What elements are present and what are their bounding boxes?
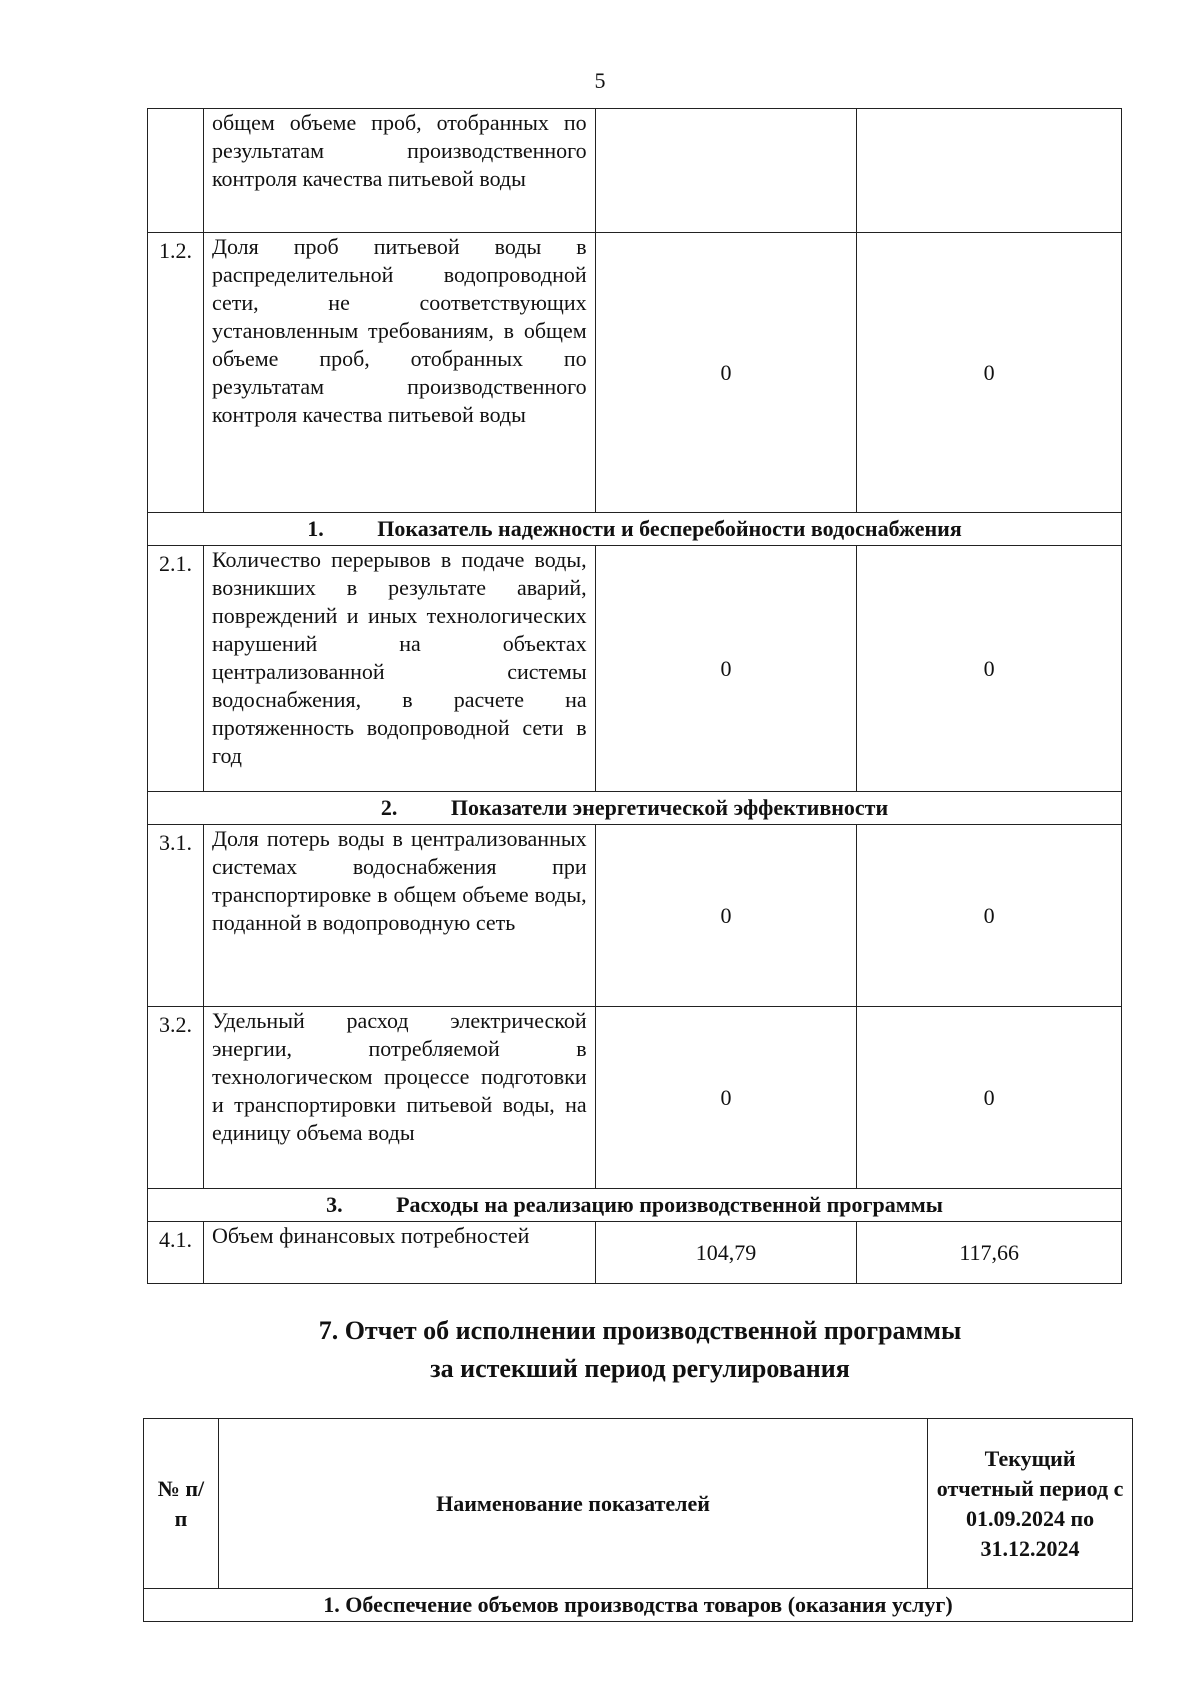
indicator-name: Количество перерывов в подаче воды, возникших в результате аварий, повреждений и иных технологических нарушений на объектах централизованной системы водоснабжения, в расчете на протяженность водопроводной сети в год: [203, 546, 595, 792]
section-row: [148, 1189, 1122, 1222]
value-current-period: 0: [857, 546, 1122, 792]
section-title: Показатель надежности и бесперебойности водоснабжения: [377, 516, 962, 541]
indicator-name: общем объеме проб, отобранных по результатам производственного контроля качества питьевой воды: [203, 109, 595, 233]
section-heading: [148, 513, 1122, 546]
col-header-name: Наименование показателей: [218, 1419, 927, 1589]
row-number: 4.1.: [148, 1222, 204, 1284]
report-section-row: [144, 1589, 1133, 1622]
value-base-period: 0: [595, 1007, 857, 1189]
col-header-period: Текущий отчетный период с 01.09.2024 по 31.12.2024: [928, 1419, 1133, 1589]
row-number: 3.1.: [148, 825, 204, 1007]
section-number: 1.: [307, 516, 324, 541]
value-current-period: 117,66: [857, 1222, 1122, 1284]
value-base-period: 0: [595, 825, 857, 1007]
indicator-name: Доля потерь воды в централизованных системах водоснабжения при транспортировке в общем объеме воды, поданной в водопроводную сеть: [203, 825, 595, 1007]
section-heading: [148, 792, 1122, 825]
page-number: 5: [594, 68, 606, 93]
section-title: Расходы на реализацию производственной программы: [396, 1192, 943, 1217]
report-section-title: 1. Обеспечение объемов производства товаров (оказания услуг): [144, 1589, 1133, 1622]
section-number: 2.: [380, 795, 398, 820]
report-table: [143, 1418, 1133, 1622]
section-row: [148, 792, 1122, 825]
row-number: [148, 109, 204, 233]
section-number: 3.: [326, 1192, 343, 1217]
indicator-row: [148, 1007, 1122, 1189]
report-table-header-row: [144, 1419, 1133, 1589]
value-base-period: 104,79: [595, 1222, 857, 1284]
section-row: [148, 513, 1122, 546]
indicator-row: [148, 825, 1122, 1007]
indicators-table: [147, 108, 1122, 1284]
report-heading-line2: за истекший период регулирования: [430, 1354, 850, 1383]
value-current-period: [857, 109, 1122, 233]
row-number: 2.1.: [148, 546, 204, 792]
value-base-period: 0: [595, 546, 857, 792]
indicator-name: Объем финансовых потребностей: [203, 1222, 595, 1284]
indicator-row: [148, 546, 1122, 792]
value-current-period: 0: [857, 1007, 1122, 1189]
row-number: 3.2.: [148, 1007, 204, 1189]
indicator-row: [148, 233, 1122, 513]
indicator-row: [148, 1222, 1122, 1284]
value-current-period: 0: [857, 825, 1122, 1007]
indicators-table-body: [148, 109, 1122, 1284]
value-current-period: 0: [857, 233, 1122, 513]
section-title: Показатели энергетической эффективности: [450, 795, 889, 820]
indicator-name: Удельный расход электрической энергии, потребляемой в технологическом процессе подготовки и транспортировки питьевой воды, на единицу объема воды: [203, 1007, 595, 1189]
indicator-row: [148, 109, 1122, 233]
indicator-name: Доля проб питьевой воды в распределительной водопроводной сети, не соответствующих установленным требованиям, в общем объеме проб, отобранных по результатам производственного контроля качества питьевой воды: [203, 233, 595, 513]
col-header-num: № п/п: [144, 1419, 219, 1589]
report-heading-line1: 7. Отчет об исполнении производственной программы: [318, 1316, 962, 1345]
value-base-period: 0: [595, 233, 857, 513]
value-base-period: [595, 109, 857, 233]
section-heading: [148, 1189, 1122, 1222]
row-number: 1.2.: [148, 233, 204, 513]
report-heading: [0, 1312, 1200, 1388]
